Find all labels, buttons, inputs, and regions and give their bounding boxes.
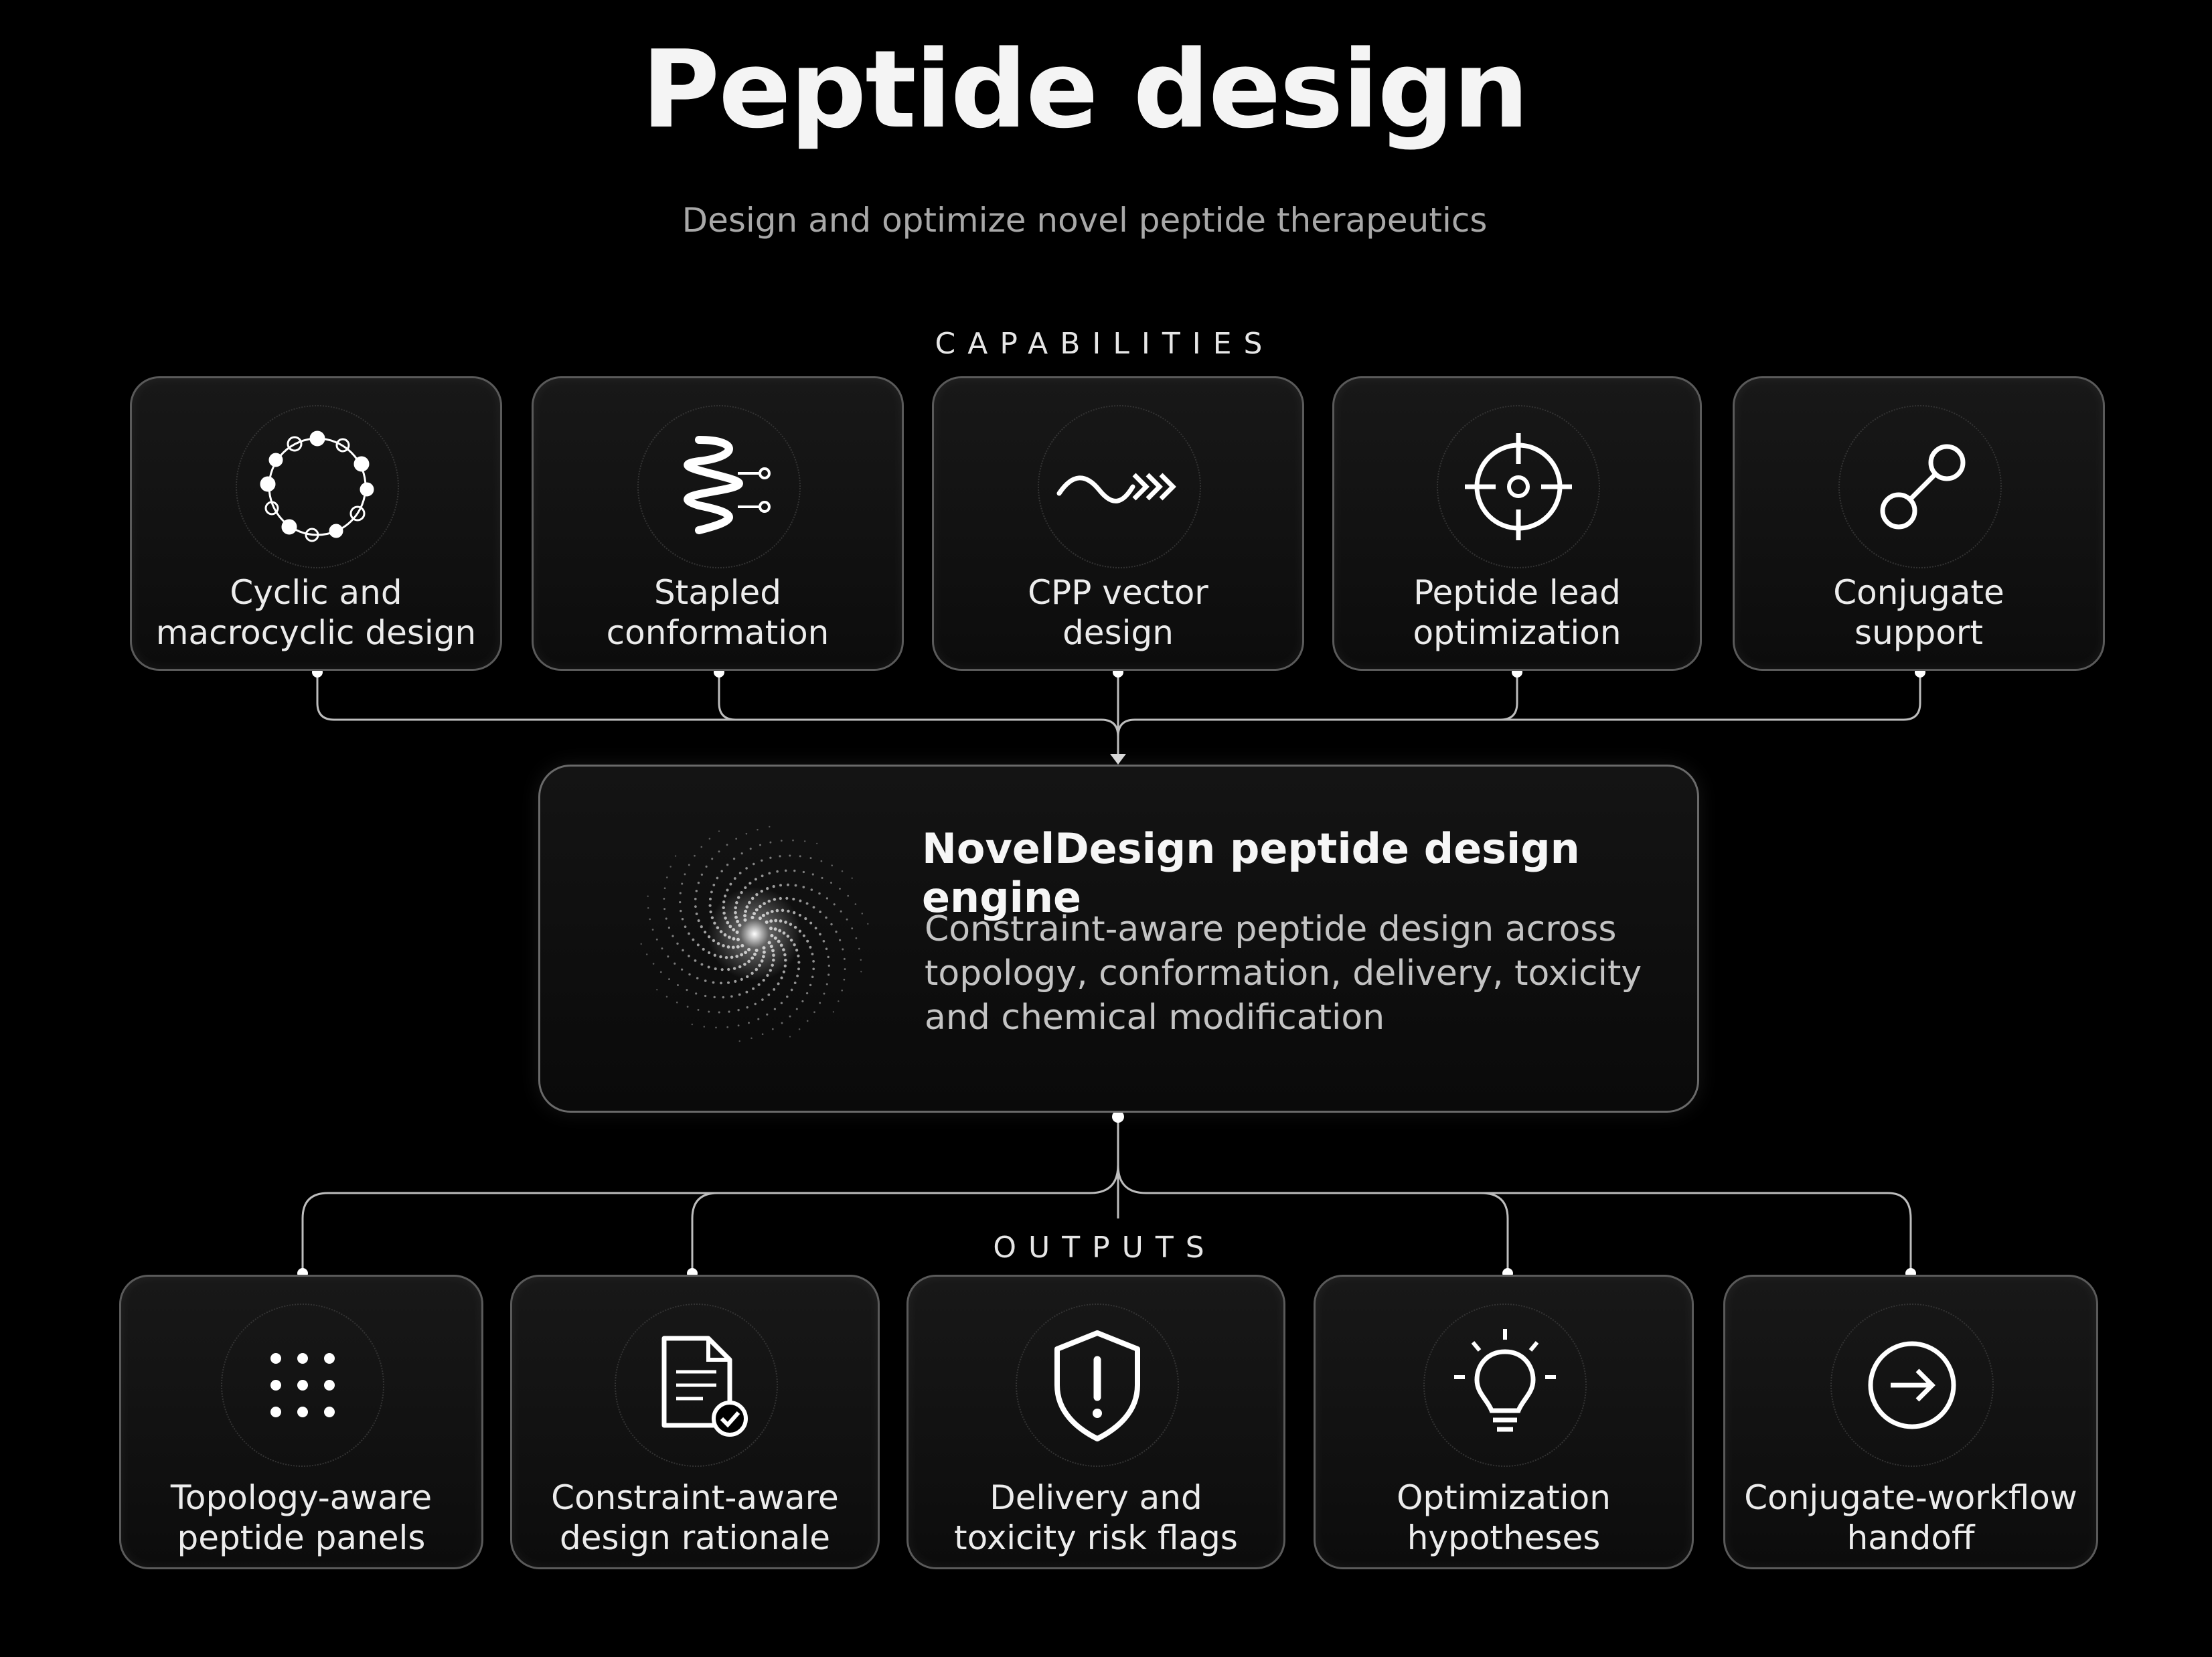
output-label-line1: Delivery and (990, 1478, 1202, 1517)
capability-card-cyclic (130, 376, 502, 671)
output-card-panels (119, 1275, 483, 1569)
output-card-hypotheses (1314, 1275, 1694, 1569)
output-label-line1: Optimization (1397, 1478, 1611, 1517)
output-label-line2: handoff (1846, 1518, 1975, 1557)
capabilities-label: CAPABILITIES (935, 327, 1275, 361)
ring-of-beads-icon (250, 420, 384, 554)
output-card-rationale (510, 1275, 880, 1569)
capability-card-lead-optimization (1332, 376, 1702, 671)
particle-swirl-icon (614, 807, 882, 1075)
link-nodes-icon (1853, 420, 1987, 554)
helix-staple-icon (652, 420, 786, 554)
output-label-line2: peptide panels (177, 1518, 426, 1557)
capability-card-stapled (532, 376, 904, 671)
output-label-line1: Topology-aware (170, 1478, 432, 1517)
capability-label-line1: Stapled (653, 573, 782, 612)
capability-label-line1: Conjugate (1833, 573, 2004, 612)
output-label-line1: Constraint-aware (551, 1478, 839, 1517)
output-label-line2: hypotheses (1407, 1518, 1601, 1557)
wave-chevrons-icon (1052, 420, 1186, 554)
capability-label-line2: design (1062, 613, 1174, 652)
output-label-line2: toxicity risk flags (954, 1518, 1238, 1557)
capability-label-line2: optimization (1413, 613, 1622, 652)
crosshair-icon (1451, 420, 1585, 554)
output-label-line2: design rationale (559, 1518, 831, 1557)
engine-card (538, 765, 1699, 1113)
engine-description: Constraint-aware peptide design across topology, conformation, delivery, toxicity and chemical modification (925, 909, 1642, 1038)
page-subtitle: Design and optimize novel peptide therapeutics (682, 201, 1488, 240)
document-check-icon (629, 1318, 763, 1452)
capability-label-line1: Cyclic and (230, 573, 402, 612)
output-card-risk-flags (906, 1275, 1285, 1569)
capability-card-cpp (932, 376, 1304, 671)
capability-label-line1: CPP vector (1028, 573, 1208, 612)
output-card-handoff (1723, 1275, 2098, 1569)
page-title: Peptide design (641, 27, 1528, 152)
dot-grid-icon (236, 1318, 370, 1452)
capability-card-conjugate (1733, 376, 2105, 671)
capability-label-line1: Peptide lead (1413, 573, 1621, 612)
arrow-circle-icon (1845, 1318, 1979, 1452)
outputs-label: OUTPUTS (870, 1231, 1339, 1265)
capability-label-line2: conformation (606, 613, 830, 652)
lightbulb-icon (1438, 1318, 1572, 1452)
output-label-line1: Conjugate-workflow (1744, 1478, 2077, 1517)
capability-label-line2: macrocyclic design (155, 613, 477, 652)
capability-label-line2: support (1854, 613, 1983, 652)
engine-title: NovelDesign peptide design engine (922, 824, 1580, 922)
shield-alert-icon (1030, 1318, 1164, 1452)
